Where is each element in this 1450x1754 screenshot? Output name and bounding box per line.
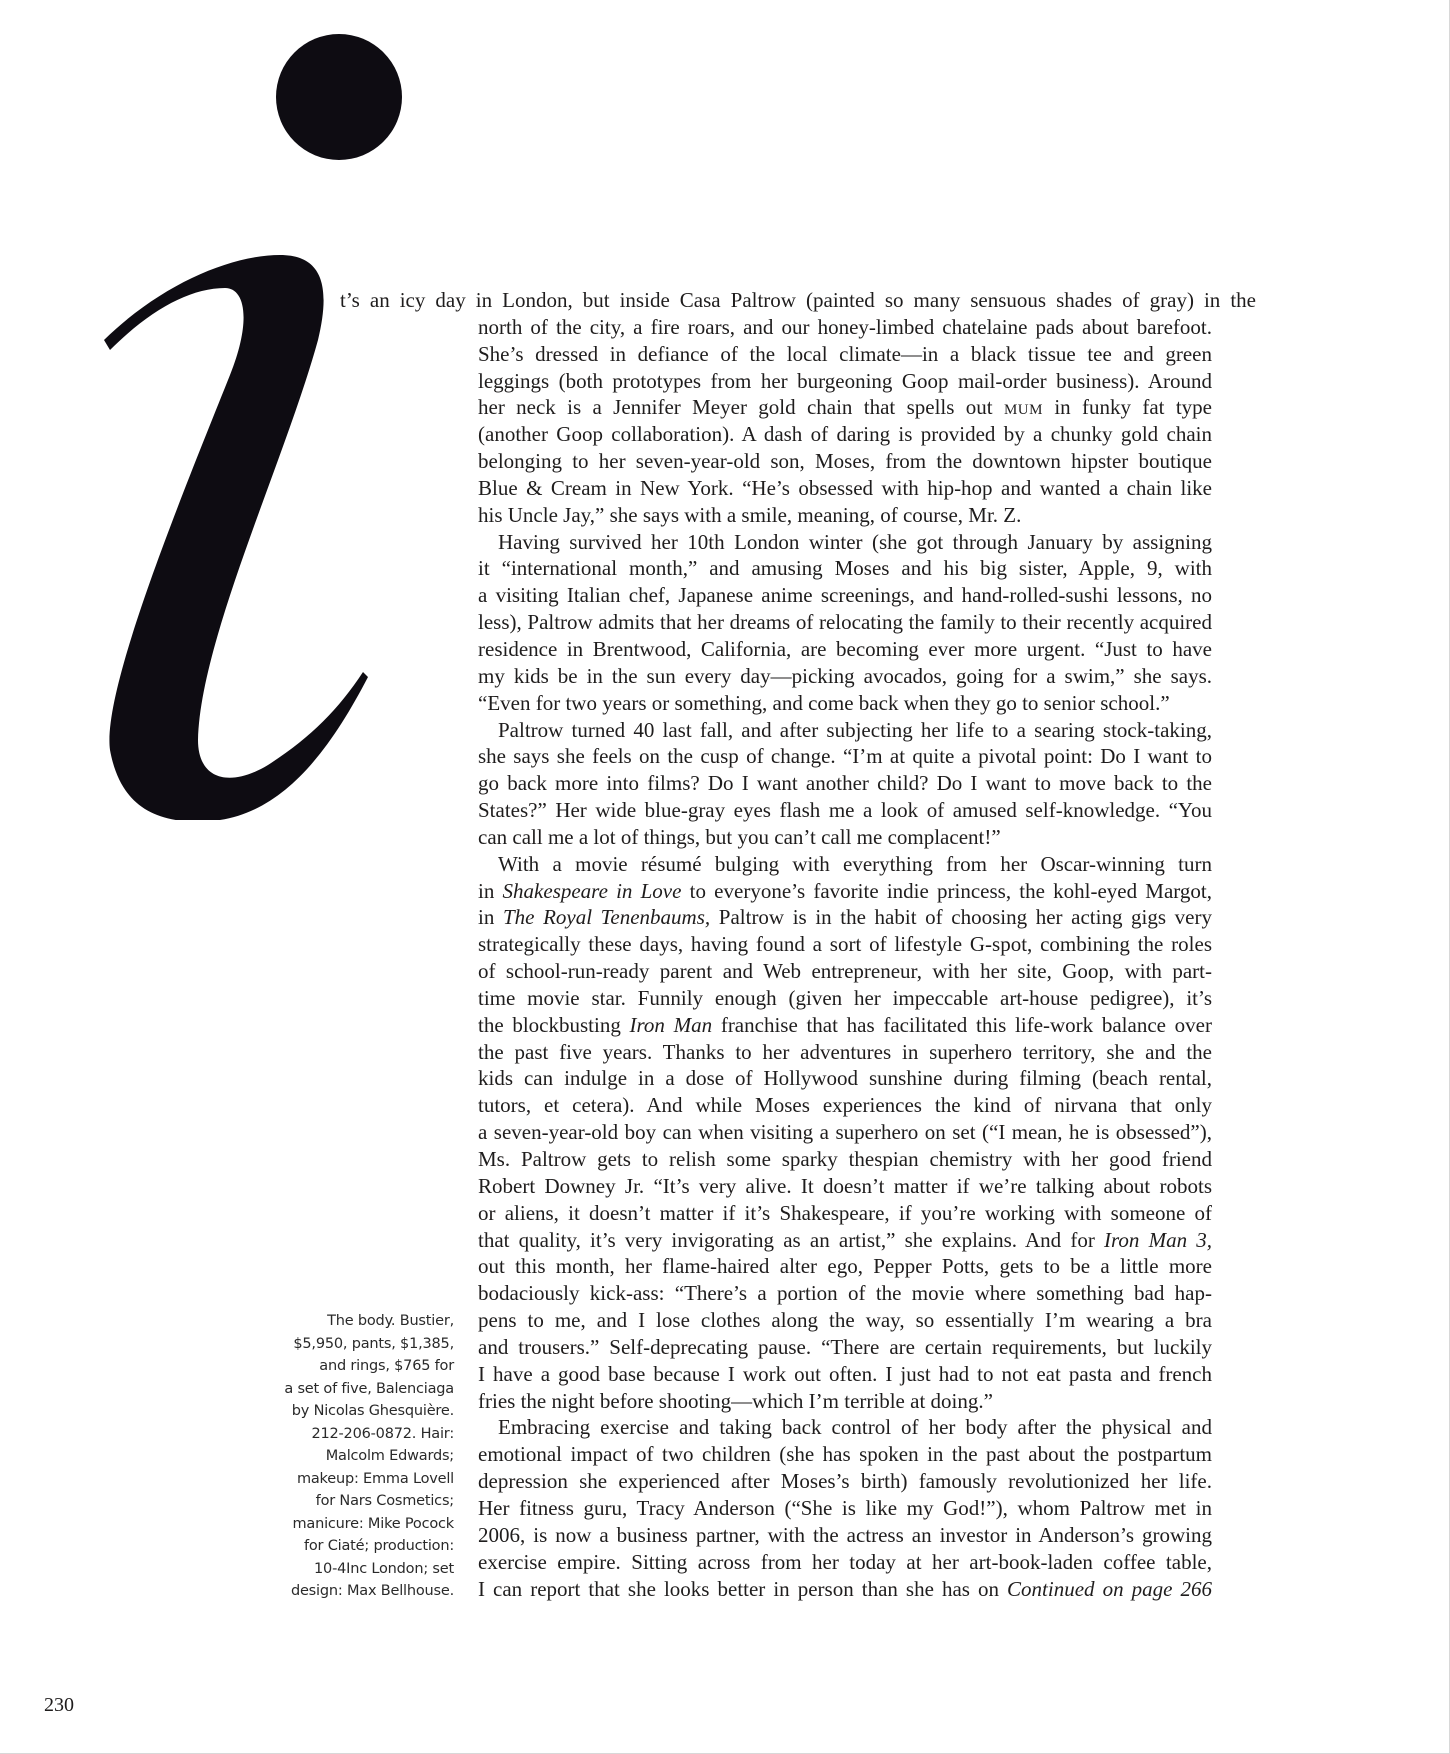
article-line: “Even for two years or something, and come back when they go to senior school.” [478,690,1170,715]
caption-line: for Nars Cosmetics; [315,1493,454,1509]
article-line: it “international month,” and amusing Moses and his big sister, Apple, 9, with [478,556,1212,581]
article-line: kids can indulge in a dose of Hollywood sunshine during filming (beach rental, [478,1066,1212,1091]
article-line: go back more into films? Do I want another child? Do I want to move back to the [478,771,1212,796]
article-line: his Uncle Jay,” she says with a smile, meaning, of course, Mr. Z. [478,502,1022,527]
article-line: my kids be in the sun every day—picking avocados, going for a swim,” she says. [478,663,1212,688]
article-line: a seven-year-old boy can when visiting a superhero on set (“I mean, he is obsessed”), [478,1120,1212,1145]
article-line: the blockbusting Iron Man franchise that has facilitated this life-work balance over [478,1012,1212,1037]
caption-line: makeup: Emma Lovell [296,1470,454,1487]
article-line: bodaciously kick-ass: “There’s a portion of the movie where something bad hap- [478,1281,1212,1306]
article-line: Having survived her 10th London winter (she got through January by assigning [498,529,1212,554]
caption-line: The body. Bustier, [327,1313,454,1329]
article-line: north of the city, a fire roars, and our honey-limbed chatelaine pads about barefoot. [478,314,1212,339]
article-line: she says she feels on the cusp of change. “I’m at quite a pivotal point: Do I want to [478,744,1212,769]
caption-line: $5,950, pants, $1,385, [293,1335,454,1352]
article-line: in Shakespeare in Love to everyone’s favorite indie princess, the kohl-eyed Margot, [478,878,1212,903]
page-number: 230 [44,1694,74,1716]
article-line: Embracing exercise and taking back control of her body after the physical and [498,1415,1212,1440]
caption-line: for Ciaté; production: [303,1538,454,1554]
article-line: less), Paltrow admits that her dreams of relocating the family to their recently acquired [478,610,1212,635]
article-line: She’s dressed in defiance of the local climate—in a black tissue tee and green [478,341,1212,366]
article-line: I can report that she looks better in person than she has on Continued on page 266 [478,1576,1212,1601]
caption-line: and rings, $765 for [319,1358,454,1374]
article-line: t’s an icy day in London, but inside Casa Paltrow (painted so many sensuous shades of gray) in the [340,288,1256,312]
article-line: and trousers.” Self-deprecating pause. “There are certain requirements, but luckily [478,1334,1212,1359]
caption-line: Malcolm Edwards; [325,1448,454,1464]
article-line: States?” Her wide blue-gray eyes flash me a look of amused self-knowledge. “You [478,798,1212,823]
article-line: (another Goop collaboration). A dash of daring is provided by a chunky gold chain [478,422,1212,447]
photo-caption [258,1310,454,1603]
article-line: out this month, her flame-haired alter ego, Pepper Potts, gets to be a little more [478,1254,1212,1279]
article-line: Paltrow turned 40 last fall, and after subjecting her life to a searing stock-taking, [498,717,1212,742]
article-line: depression she experienced after Moses’s birth) famously revolutionized her life. [478,1469,1212,1494]
article-line: Her fitness guru, Tracy Anderson (“She is like my God!”), whom Paltrow met in [478,1495,1212,1520]
article-line: emotional impact of two children (she has spoken in the past about the postpartum [478,1442,1212,1467]
article-line: I have a good base because I work out often. I just had to not eat pasta and french [478,1361,1212,1386]
article-line: exercise empire. Sitting across from her today at her art-book-laden coffee table, [478,1549,1212,1574]
article-line: her neck is a Jennifer Meyer gold chain that spells out mum in funky fat type [478,395,1212,420]
article-line: in The Royal Tenenbaums, Paltrow is in the habit of choosing her acting gigs very [478,905,1212,930]
article-paragraph-3 [300,717,1212,851]
article-line: pens to me, and I lose clothes along the way, so essentially I’m wearing a bra [478,1308,1212,1333]
article-line: residence in Brentwood, California, are becoming ever more urgent. “Just to have [478,636,1212,661]
article-line: or aliens, it doesn’t matter if it’s Shakespeare, if you’re working with someone of [478,1200,1212,1225]
caption-line: by Nicolas Ghesquière. [291,1403,454,1419]
article-line: Robert Downey Jr. “It’s very alive. It doesn’t matter if we’re talking about robots [478,1173,1212,1198]
article-line: the past five years. Thanks to her adventures in superhero territory, she and the [478,1039,1212,1064]
article-line: of school-run-ready parent and Web entrepreneur, with her site, Goop, with part- [478,959,1212,984]
article-line: 2006, is now a business partner, with the actress an investor in Anderson’s growing [478,1522,1212,1547]
caption-line: 10-4Inc London; set [314,1560,454,1577]
caption-line: a set of five, Balenciaga [284,1380,454,1397]
article-paragraph-1 [300,287,1256,529]
caption-line: manicure: Mike Pocock [292,1515,454,1532]
article-line: belonging to her seven-year-old son, Moses, from the downtown hipster boutique [478,449,1212,474]
article-line: Blue & Cream in New York. “He’s obsessed with hip-hop and wanted a chain like [478,475,1212,500]
caption-line: 212-206-0872. Hair: [311,1425,454,1442]
article-line: fries the night before shooting—which I’m terrible at doing.” [478,1388,993,1413]
article-line: that quality, it’s very invigorating as an artist,” she explains. And for Iron Man 3, [478,1227,1212,1252]
caption-line: design: Max Bellhouse. [290,1583,454,1599]
article-line: time movie star. Funnily enough (given her impeccable art-house pedigree), it’s [478,985,1212,1010]
article-line: tutors, et cetera). And while Moses experiences the kind of nirvana that only [478,1093,1212,1118]
article-line: With a movie résumé bulging with everything from her Oscar-winning turn [498,851,1212,876]
article-line: strategically these days, having found a sort of lifestyle G-spot, combining the roles [478,932,1212,957]
article-line: a visiting Italian chef, Japanese anime screenings, and hand-rolled-sushi lessons, no [478,583,1212,608]
article-line: Ms. Paltrow gets to relish some sparky thespian chemistry with her good friend [478,1147,1212,1171]
article-line: leggings (both prototypes from her burgeoning Goop mail-order business). Around [478,368,1212,393]
article-paragraph-2 [300,529,1212,717]
article-line: can call me a lot of things, but you can’t call me complacent!” [478,824,1001,849]
